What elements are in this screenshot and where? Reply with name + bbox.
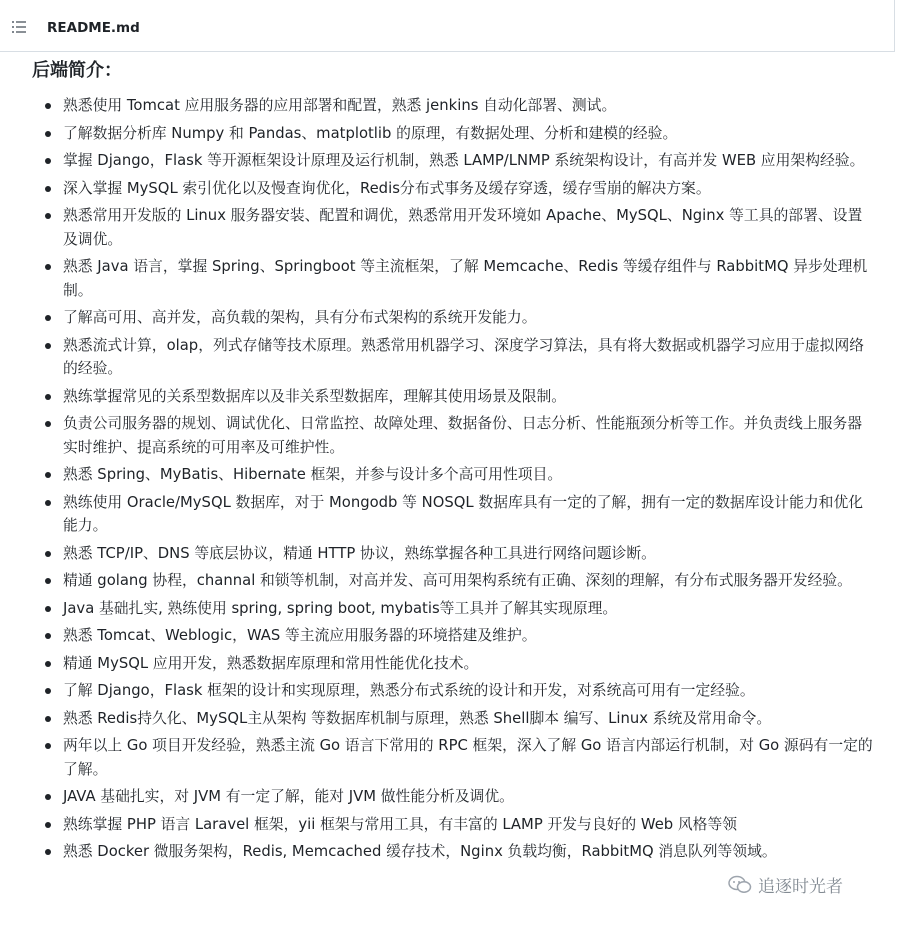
list-item: 熟练掌握常见的关系型数据库以及非关系型数据库，理解其使用场景及限制。 [0,385,897,409]
list-item: Java 基础扎实, 熟练使用 spring, spring boot, mybatis等工具并了解其实现原理。 [0,597,897,621]
list-item: 熟悉 Spring、MyBatis、Hibernate 框架，并参与设计多个高可用性项目。 [0,463,897,487]
watermark-text: 追逐时光者 [758,877,843,897]
list-item: 熟悉 Java 语言，掌握 Spring、Springboot 等主流框架，了解 Memcache、Redis 等缓存组件与 RabbitMQ 异步处理机制。 [0,255,897,302]
list-item: 精通 golang 协程，channal 和锁等机制，对高并发、高可用架构系统有正确、深刻的理解，有分布式服务器开发经验。 [0,569,897,593]
section-heading: 后端简介： [32,60,122,81]
list-item: 两年以上 Go 项目开发经验，熟悉主流 Go 语言下常用的 RPC 框架，深入了解 Go 语言内部运行机制，对 Go 源码有一定的了解。 [0,734,897,781]
list-item: 熟悉流式计算，olap，列式存储等技术原理。熟悉常用机器学习、深度学习算法，具有将大数据或机器学习应用于虚拟网络的经验。 [0,334,897,381]
list-item: 熟悉常用开发版的 Linux 服务器安装、配置和调优，熟悉常用开发环境如 Apache、MySQL、Nginx 等工具的部署、设置及调优。 [0,204,897,251]
file-header [0,0,895,52]
file-name: README.md [47,20,140,36]
list-icon [11,19,27,35]
list-item: 熟悉使用 Tomcat 应用服务器的应用部署和配置，熟悉 jenkins 自动化部署、测试。 [0,94,897,118]
list-item: 熟练掌握 PHP 语言 Laravel 框架，yii 框架与常用工具，有丰富的 LAMP 开发与良好的 Web 风格等领 [0,813,897,837]
list-item: 了解数据分析库 Numpy 和 Pandas、matplotlib 的原理，有数据处理、分析和建模的经验。 [0,122,897,146]
list-item: 熟悉 TCP/IP、DNS 等底层协议，精通 HTTP 协议，熟练掌握各种工具进行网络问题诊断。 [0,542,897,566]
list-item: 熟练使用 Oracle/MySQL 数据库，对于 Mongodb 等 NOSQL 数据库具有一定的了解，拥有一定的数据库设计能力和优化能力。 [0,491,897,538]
watermark [728,872,843,897]
list-item: 负责公司服务器的规划、调试优化、日常监控、故障处理、数据备份、日志分析、性能瓶颈分析等工作。并负责线上服务器实时维护、提高系统的可用率及可维护性。 [0,412,897,459]
list-item: 精通 MySQL 应用开发，熟悉数据库原理和常用性能优化技术。 [0,652,897,676]
skills-list [0,94,897,868]
list-item: 熟悉 Docker 微服务架构，Redis, Memcached 缓存技术，Nginx 负载均衡，RabbitMQ 消息队列等领域。 [0,840,897,864]
wechat-icon [728,875,752,895]
list-item: 掌握 Django，Flask 等开源框架设计原理及运行机制，熟悉 LAMP/LNMP 系统架构设计，有高并发 WEB 应用架构经验。 [0,149,897,173]
list-item: 熟悉 Redis持久化、MySQL主从架构 等数据库机制与原理，熟悉 Shell脚本 编写、Linux 系统及常用命令。 [0,707,897,731]
list-item: 深入掌握 MySQL 索引优化以及慢查询优化，Redis分布式事务及缓存穿透，缓存雪崩的解决方案。 [0,177,897,201]
list-item: 熟悉 Tomcat、Weblogic，WAS 等主流应用服务器的环境搭建及维护。 [0,624,897,648]
list-item: JAVA 基础扎实，对 JVM 有一定了解，能对 JVM 做性能分析及调优。 [0,785,897,809]
table-of-contents-button[interactable] [8,16,30,38]
list-item: 了解高可用、高并发，高负载的架构，具有分布式架构的系统开发能力。 [0,306,897,330]
list-item: 了解 Django，Flask 框架的设计和实现原理，熟悉分布式系统的设计和开发，对系统高可用有一定经验。 [0,679,897,703]
